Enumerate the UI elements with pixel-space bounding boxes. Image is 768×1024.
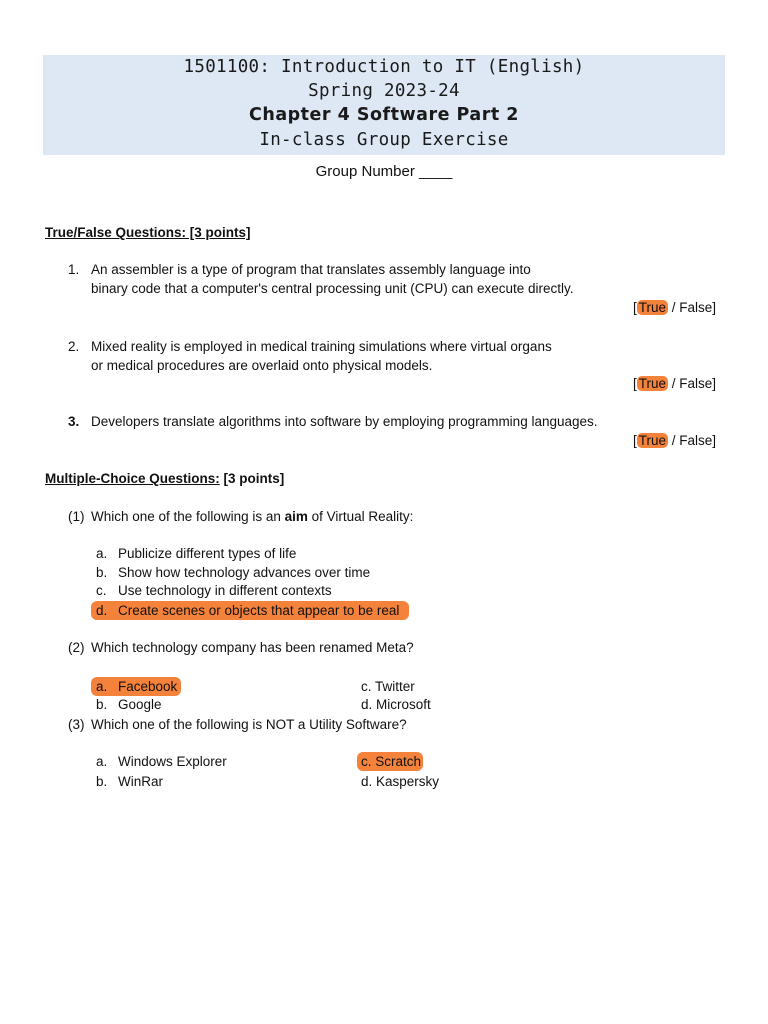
answer-false: / False] — [668, 433, 717, 448]
group-number-field: Group Number ____ — [315, 163, 453, 180]
mc-option-letter: a. — [96, 546, 108, 561]
bracket-open: [ — [633, 433, 637, 448]
mc-option: Show how technology advances over time — [118, 565, 371, 580]
mc-option: Use technology in different contexts — [118, 583, 332, 598]
tf-question-line: Mixed reality is employed in medical training simulations where virtual organs — [91, 339, 552, 354]
course-title: 1501100: Introduction to IT (English) — [183, 57, 585, 77]
tf-answer — [633, 298, 716, 317]
mc-option-selected: Create scenes or objects that appear to be real — [118, 603, 400, 618]
mc-question-emphasis: aim — [284, 509, 308, 524]
answer-true-highlighted: True — [638, 376, 667, 391]
multiple-choice-heading — [45, 469, 284, 488]
chapter-title: Chapter 4 Software Part 2 — [249, 105, 519, 125]
answer-false: / False] — [668, 300, 717, 315]
mc-option: d. Kaspersky — [361, 774, 440, 789]
mc-option: WinRar — [118, 774, 164, 789]
bracket-open: [ — [633, 300, 637, 315]
true-false-heading: True/False Questions: [3 points] — [45, 225, 251, 240]
mc-option: Publicize different types of life — [118, 546, 297, 561]
tf-number: 3. — [68, 414, 80, 429]
tf-answer — [633, 431, 716, 450]
mc-question — [91, 507, 413, 526]
tf-question-line: or medical procedures are overlaid onto physical models. — [91, 358, 433, 373]
mc-option: Google — [118, 697, 162, 712]
tf-answer — [633, 374, 716, 393]
mc-heading-label: Multiple-Choice Questions: — [45, 471, 220, 486]
answer-true-highlighted: True — [638, 433, 667, 448]
mc-option: Windows Explorer — [118, 754, 227, 769]
mc-option-selected: Facebook — [118, 679, 178, 694]
tf-question-line: Developers translate algorithms into software by employing programming languages. — [91, 414, 598, 429]
bracket-open: [ — [633, 376, 637, 391]
tf-number: 2. — [68, 339, 80, 354]
tf-number: 1. — [68, 262, 80, 277]
mc-heading-points: [3 points] — [219, 471, 285, 486]
mc-option-letter: b. — [96, 565, 108, 580]
answer-false: / False] — [668, 376, 717, 391]
mc-option-letter: c. — [96, 583, 107, 598]
mc-number: (3) — [68, 717, 85, 732]
mc-question: Which technology company has been renamed Meta? — [91, 640, 414, 655]
mc-option: c. Twitter — [361, 679, 415, 694]
mc-option-letter: d. — [96, 603, 108, 618]
term-label: Spring 2023-24 — [308, 81, 460, 101]
mc-question-text: of Virtual Reality: — [307, 509, 414, 524]
answer-true-highlighted: True — [638, 300, 667, 315]
exercise-title: In-class Group Exercise — [259, 130, 509, 150]
mc-option-letter: a. — [96, 754, 108, 769]
mc-option-letter: b. — [96, 774, 108, 789]
mc-question: Which one of the following is NOT a Utility Software? — [91, 717, 407, 732]
title-banner — [43, 55, 725, 155]
mc-number: (1) — [68, 509, 85, 524]
mc-option: d. Microsoft — [361, 697, 431, 712]
mc-option-letter: b. — [96, 697, 108, 712]
mc-number: (2) — [68, 640, 85, 655]
tf-question-line: binary code that a computer's central processing unit (CPU) can execute directly. — [91, 281, 574, 296]
mc-option-selected: c. Scratch — [361, 754, 422, 769]
mc-option-letter: a. — [96, 679, 108, 694]
mc-question-text: Which one of the following is an — [91, 509, 285, 524]
tf-question-line: An assembler is a type of program that translates assembly language into — [91, 262, 531, 277]
